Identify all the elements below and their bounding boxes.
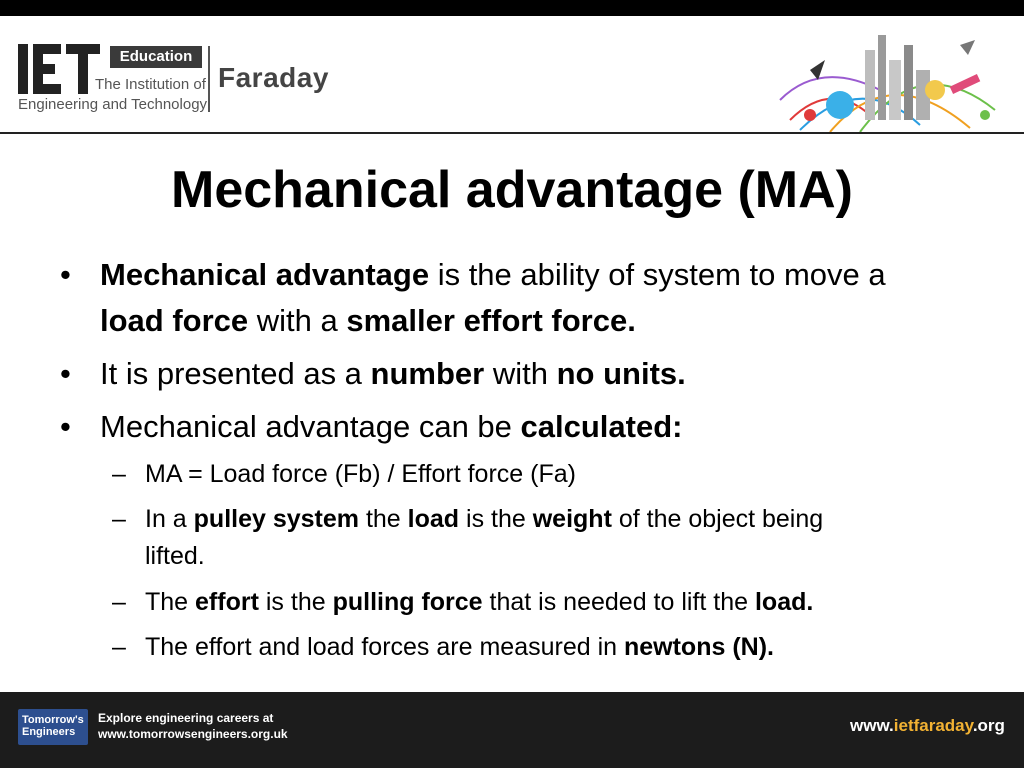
bullet-line-part: no units. (556, 356, 686, 391)
subbullet-line-part: pulley system (193, 505, 360, 533)
subbullet-line (145, 456, 576, 492)
bullet-line-marker: • (60, 356, 71, 391)
bullet-line-part: Mechanical advantage can be (100, 409, 521, 444)
subbullet-line-part: The effort and load forces are measured in (145, 633, 624, 661)
subbullet-line-part: newtons (N). (623, 633, 774, 661)
institution-line2: Engineering and Technology (18, 96, 208, 113)
subbullet-line-marker: – (112, 588, 126, 616)
site-prefix: www. (850, 716, 894, 735)
institution-line1: The Institution of (95, 76, 206, 93)
bullet-line-part: smaller effort force. (346, 303, 636, 338)
subbullet-line (145, 538, 205, 574)
badge-line2: Engineers (22, 726, 76, 738)
engineering-collage-image (770, 20, 1000, 133)
subbullet-line-part: load (407, 505, 460, 533)
bullet-line-marker: • (60, 257, 71, 292)
slide-title: Mechanical advantage (MA) (171, 161, 853, 219)
bullet-line-part: calculated: (520, 409, 683, 444)
subbullet-line-part: The (145, 588, 196, 616)
subbullet-line-part: is the (258, 588, 333, 616)
subbullet-line-part: of the object being (611, 505, 824, 533)
subbullet-line-part: effort (195, 588, 259, 616)
site-highlight: ietfaraday (893, 716, 973, 735)
badge-line1: Tomorrow's (22, 714, 84, 726)
subbullet-line (145, 629, 774, 665)
bullet-line-part: is the ability of system to move a (429, 257, 886, 292)
subbullet-line-part: In a (145, 505, 194, 533)
subbullet-line (145, 584, 813, 620)
subbullet-line-marker: – (112, 505, 126, 533)
bullet-line-part: load force (100, 303, 249, 338)
subbullet-line-part: the (359, 505, 408, 533)
site-suffix: .org (972, 716, 1005, 735)
subbullet-line-marker: – (112, 460, 126, 488)
tomorrows-engineers-logo[interactable] (18, 709, 88, 745)
top-black-strip (0, 0, 1024, 16)
subbullet-line-part: pulling force (332, 588, 483, 616)
iet-logo (18, 44, 100, 94)
bullet-line-part: with a (248, 303, 347, 338)
logo-divider (208, 46, 210, 112)
bullet-line-part: It is presented as a (100, 356, 371, 391)
subbullet-line-marker: – (112, 633, 126, 661)
subbullet-line-part: is the (459, 505, 533, 533)
subbullet-line-part: MA = Load force (Fb) / Effort force (Fa) (145, 460, 576, 488)
bullet-line (100, 298, 636, 344)
bullet-line-marker: • (60, 409, 71, 444)
subbullet-line-part: lifted. (145, 542, 205, 570)
bullet-line (100, 404, 682, 450)
explore-careers-text: Explore engineering careers at (98, 711, 274, 725)
subbullet-line (145, 501, 823, 537)
bullet-line-part: Mechanical advantage (100, 257, 430, 292)
subbullet-line-part: load. (754, 588, 814, 616)
faraday-logo-text: Faraday (218, 62, 329, 93)
bullet-line-part: with (484, 356, 557, 391)
subbullet-line-part: that is needed to lift the (482, 588, 755, 616)
bullet-line-part: number (370, 356, 485, 391)
header-rule (0, 132, 1024, 134)
ietfaraday-link[interactable] (850, 716, 1005, 736)
bullet-line (100, 351, 686, 397)
bullet-line (100, 252, 886, 298)
tomorrows-engineers-link[interactable]: www.tomorrowsengineers.org.uk (98, 727, 288, 741)
education-label: Education (110, 46, 202, 68)
subbullet-line-part: weight (532, 505, 612, 533)
